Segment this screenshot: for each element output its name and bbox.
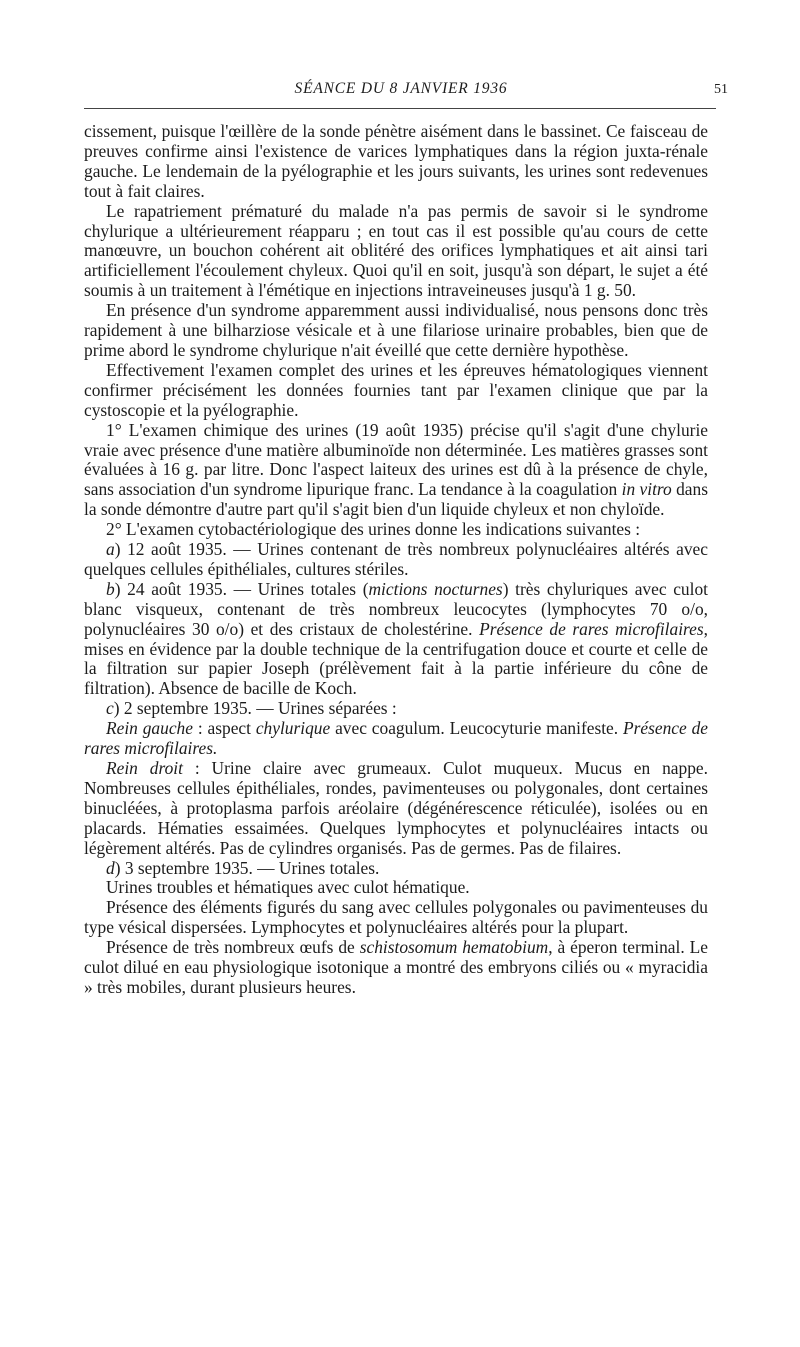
text-run: Le rapatriement prématuré du malade n'a pas permis de savoir si le syndrome chylurique a ultérieurement réapparu ; en tout cas il est possible qu'au cours de cette manœuvre, un bouchon cohérent ait oblitéré des orifices lymphatiques et ait ainsi tari artificiellement l'écoulement chyleux. Quoi qu'il en soit, jusqu'à son départ, le sujet a été soumis à un traitement à l'émétique en injections intraveineuses jusqu'à 1 g. 50.	[84, 200, 708, 301]
italic-run: Rein droit	[106, 758, 183, 778]
paragraph	[84, 938, 708, 998]
paragraph	[84, 699, 708, 719]
text-run: cissement, puisque l'œillère de la sonde pénètre aisément dans le bassinet. Ce faisceau de preuves confirme ainsi l'existence de varices lymphatiques dans la région juxta-rénale gauche. Le lendemain de la pyélographie et les jours suivants, les urines sont redevenues tout à fait claires.	[84, 121, 708, 201]
text-run: : Urine claire avec grumeaux. Culot muqueux. Mucus en nappe. Nombreuses cellules épithéliales, rondes, pavimenteuses ou polygonales, dont certaines binucléées, à protoplasma parfois aréolaire (dégénérescence réticulée), isolées ou en placards. Hématies essaimées. Quelques lymphocytes et polynucléaires intacts ou légèrement altérés. Pas de cylindres organisés. Pas de germes. Pas de filaires.	[84, 758, 708, 858]
italic-run: mictions nocturnes	[368, 578, 503, 599]
text-run: ) 3 septembre 1935. — Urines totales.	[114, 857, 380, 878]
text-run: Présence de très nombreux œufs de	[106, 937, 360, 958]
text-run: 2° L'examen cytobactériologique des urines donne les indications suivantes :	[106, 519, 641, 540]
paragraph	[84, 122, 708, 202]
paragraph	[84, 421, 708, 521]
italic-run: Rein gauche	[106, 718, 193, 739]
text-run: ) 12 août 1935. — Urines contenant de très nombreux polynucléaires altérés avec quelques cellules épithéliales, cultures stériles.	[84, 539, 708, 579]
italic-run: a	[106, 539, 115, 560]
italic-run: c	[106, 698, 114, 719]
text-run: Effectivement l'examen complet des urines et les épreuves hématologiques viennent confirmer précisément les données fournies tant par l'examen clinique que par la cystoscopie et la pyélographie.	[84, 359, 708, 420]
italic-run: b	[106, 578, 115, 599]
page-number: 51	[714, 82, 728, 97]
text-run: ) 24 août 1935. — Urines totales (	[114, 578, 369, 599]
text-run: En présence d'un syndrome apparemment aussi individualisé, nous pensons donc très rapidement à une bilharziose vésicale et à une filariose urinaire probables, bien que de prime abord le syndrome chylurique n'ait éveillé que cette dernière hypothèse.	[84, 300, 708, 360]
text-run: Urines troubles et hématiques avec culot hématique.	[106, 877, 470, 898]
paragraph	[84, 898, 708, 938]
text-run: : aspect	[192, 718, 256, 739]
paragraph	[84, 878, 708, 898]
text-run: Présence des éléments figurés du sang avec cellules polygonales ou pavimenteuses du type vésical dispersées. Lymphocytes et polynucléaires altérés pour la plupart.	[84, 897, 708, 938]
text-run: dans la sonde démontre d'autre part qu'il s'agit bien d'un liquide chyleux et non chyloïde.	[84, 479, 708, 520]
text-run: , à éperon terminal. Le culot dilué en eau physiologique isotonique a montré des embryons ciliés ou « myracidia » très mobiles, durant plusieurs heures.	[84, 937, 708, 997]
italic-run: d	[106, 857, 115, 878]
text-run: , mises en évidence par la double technique de la centrifugation douce et courte et celle de la filtration sur papier Joseph (prélèvement fait à la partie inférieure du cône de filtration). Absence de bacille de Koch.	[84, 618, 708, 699]
italic-run: chylurique	[255, 718, 331, 739]
text-run: ) très chyluriques avec culot blanc visqueux, contenant de très nombreux leucocytes (lymphocytes 70 o/o, polynucléaires 30 o/o) et des cristaux de cholestérine.	[84, 578, 708, 639]
paragraph	[84, 859, 708, 879]
body-text	[84, 122, 708, 998]
text-run: 1° L'examen chimique des urines (19 août 1935) précise qu'il s'agit d'une chylurie vraie avec présence d'une matière albuminoïde non déterminée. Les matières grasses sont évaluées à 16 g. par litre. Donc l'aspect laiteux des urines est dû à la présence de chyle, sans association d'un syndrome lipurique franc. La tendance à la coagulation	[84, 419, 708, 500]
italic-run: Présence de rares microfilaires	[479, 618, 704, 639]
text-run: avec coagulum. Leucocyturie manifeste.	[330, 718, 623, 739]
page-header	[84, 80, 728, 104]
italic-run: Présence de rares microfilaires.	[84, 718, 708, 759]
italic-run: schistosomum hematobium	[359, 937, 549, 958]
paragraph	[84, 361, 708, 421]
paragraph	[84, 759, 708, 859]
running-title: SÉANCE DU 8 JANVIER 1936	[294, 80, 508, 97]
paragraph	[84, 520, 708, 540]
paragraph	[84, 580, 708, 699]
paragraph	[84, 540, 708, 580]
paragraph	[84, 719, 708, 759]
header-rule	[84, 108, 716, 109]
text-run: ) 2 septembre 1935. — Urines séparées :	[113, 698, 397, 719]
paragraph	[84, 301, 708, 361]
italic-run: in vitro	[621, 479, 672, 500]
paragraph	[84, 202, 708, 302]
